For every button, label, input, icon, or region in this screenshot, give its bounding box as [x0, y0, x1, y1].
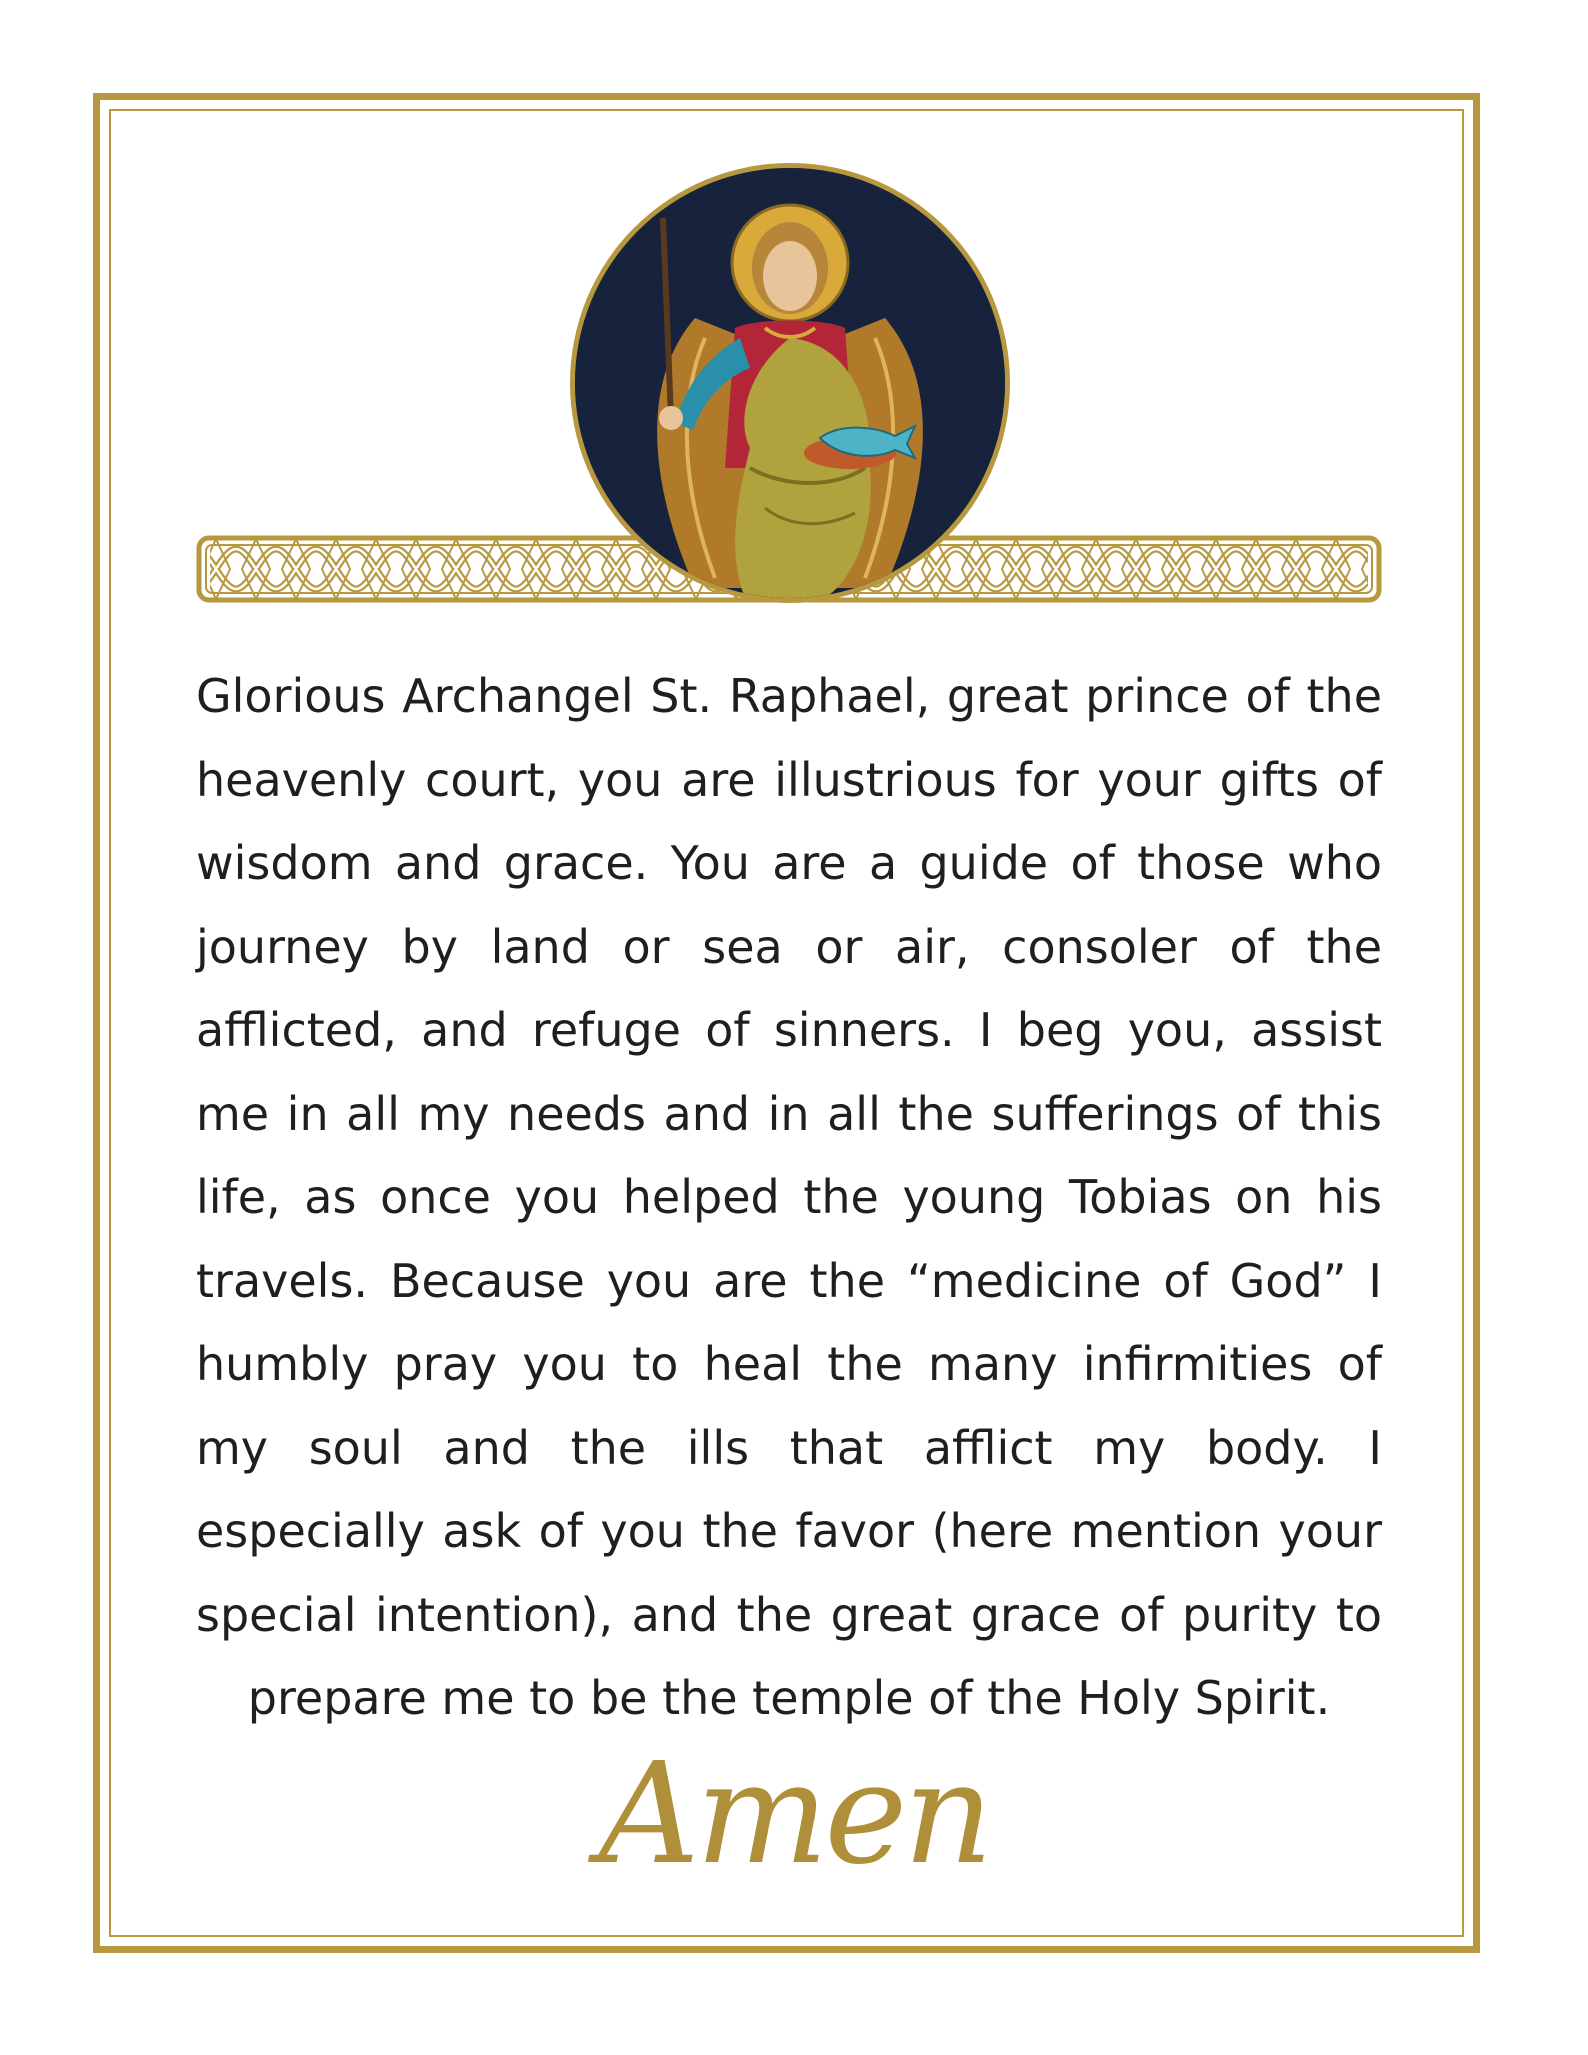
amen-closing: Amen	[598, 1733, 990, 1896]
prayer-text: Glorious Archangel St. Raphael, great prince of the heavenly court, you are illustrious for your gifts of wisdom and grace. You are a guide of those who journey by land or sea or air, consoler of the afflicted, and refuge of sinners. I beg you, assist me in all my needs and in all the sufferings of this life, as once you helped the young Tobias on his travels. Because you are the “medicine of God” I humbly pray you to heal the many infirmities of my soul and the ills that afflict my body. I especially ask of you the favor (here mention your special intention), and the great grace of purity to prepare me to be the temple of the Holy Spirit.	[196, 669, 1382, 1725]
archangel-medallion	[570, 163, 1010, 603]
archangel-raphael-icon	[575, 168, 1005, 598]
